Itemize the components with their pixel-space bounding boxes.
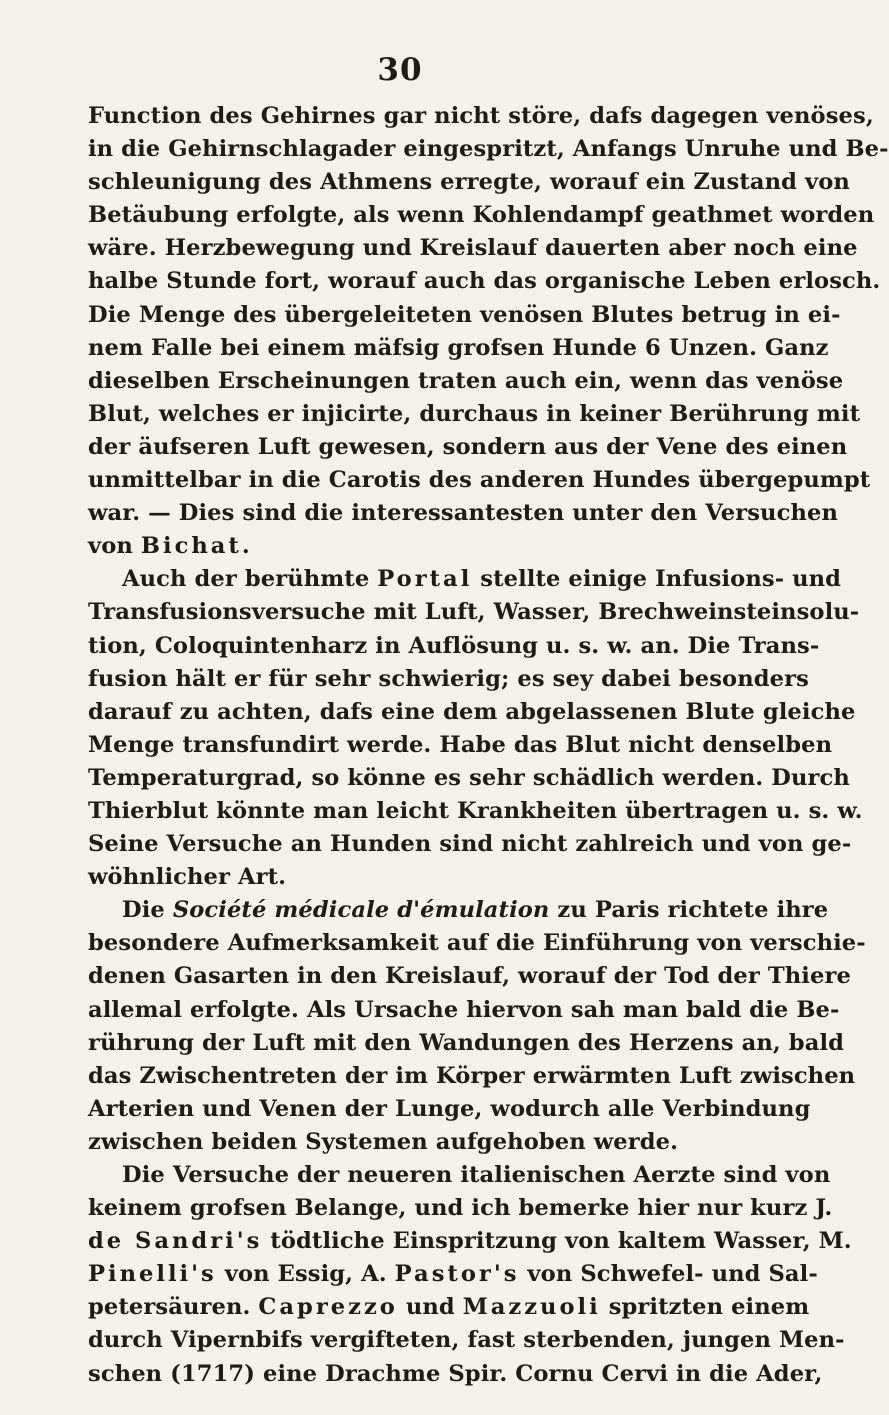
text-line: unmittelbar in die Carotis des anderen Hundes übergepumpt — [88, 467, 871, 494]
text-line: Seine Versuche an Hunden sind nicht zahlreich und von ge- — [88, 831, 852, 858]
person-name: Caprezzo — [258, 1294, 398, 1321]
text-line: von Bichat. — [88, 533, 250, 560]
text-line: nem Falle bei einem mäfsig grofsen Hunde 6 Unzen. Ganz — [88, 334, 829, 361]
text-line: Thierblut könnte man leicht Krankheiten übertragen u. s. w. — [88, 797, 863, 824]
text-line: Die Société médicale d'émulation zu Paris richtete ihre — [122, 897, 829, 924]
text-line: denen Gasarten in den Kreislauf, worauf der Tod der Thiere — [88, 963, 851, 990]
text-line: Function des Gehirnes gar nicht störe, dafs dagegen venöses, — [88, 103, 874, 129]
text-line: petersäuren. Caprezzo und Mazzuoli spritzten einem — [88, 1294, 810, 1321]
text-line: schen (1717) eine Drachme Spir. Cornu Cervi in die Ader, — [88, 1360, 823, 1387]
person-name: Pastor's — [394, 1261, 520, 1288]
person-name: Bichat — [140, 533, 242, 560]
text-line: Blut, welches er injicirte, durchaus in keiner Berührung mit — [88, 400, 861, 427]
society-name: Société médicale d'émulation — [172, 897, 550, 924]
text-line: halbe Stunde fort, worauf auch das organische Leben erlosch. — [88, 268, 881, 295]
text-line: fusion hält er für sehr schwierig; es sey dabei besonders — [88, 665, 809, 692]
text-line: der äufseren Luft gewesen, sondern aus der Vene des einen — [88, 433, 848, 460]
text-line: wöhnlicher Art. — [88, 864, 287, 891]
text-line: Betäubung erfolgte, als wenn Kohlendampf geathmet worden — [88, 202, 875, 229]
body-text — [88, 100, 889, 1391]
text-line: keinem grofsen Belange, und ich bemerke hier nur kurz J. — [88, 1195, 833, 1222]
person-name: Mazzuoli — [462, 1294, 601, 1321]
text-line: dieselben Erscheinungen traten auch ein, wenn das venöse — [88, 367, 844, 394]
text-line: das Zwischentreten der im Körper erwärmten Luft zwischen — [88, 1062, 856, 1089]
person-name: de Sandri's — [88, 1228, 263, 1255]
text-line: Arterien und Venen der Lunge, wodurch alle Verbindung — [88, 1095, 811, 1122]
page-number: 30 — [377, 52, 423, 88]
person-name: Pinelli's — [88, 1261, 217, 1288]
text-line: durch Vipernbifs vergifteten, fast sterbenden, jungen Men- — [88, 1327, 845, 1354]
text-line: war. — Dies sind die interessantesten unter den Versuchen — [88, 500, 838, 527]
text-line: wäre. Herzbewegung und Kreislauf dauerten aber noch eine — [88, 235, 858, 262]
text-line: de Sandri's tödtliche Einspritzung von kaltem Wasser, M. — [88, 1228, 852, 1255]
text-line: tion, Coloquintenharz in Auflösung u. s. w. an. Die Trans- — [88, 632, 820, 659]
text-line: Die Menge des übergeleiteten venösen Blutes betrug in ei- — [88, 301, 841, 328]
text-line: zwischen beiden Systemen aufgehoben werde. — [88, 1128, 679, 1155]
text-line: Transfusionsversuche mit Luft, Wasser, Brechweinsteinsolu- — [88, 599, 860, 626]
text-line: Die Versuche der neueren italienischen Aerzte sind von — [122, 1162, 831, 1188]
text-line: Menge transfundirt werde. Habe das Blut nicht denselben — [88, 731, 833, 758]
text-line: darauf zu achten, dafs eine dem abgelassenen Blute gleiche — [88, 698, 856, 725]
text-line: allemal erfolgte. Als Ursache hiervon sah man bald die Be- — [88, 996, 840, 1023]
text-line: besondere Aufmerksamkeit auf die Einführung von verschie- — [88, 930, 866, 957]
text-line: schleunigung des Athmens erregte, worauf ein Zustand von — [88, 169, 850, 196]
text-line: in die Gehirnschlagader eingespritzt, Anfangs Unruhe und Be- — [88, 136, 889, 163]
text-line: Pinelli's von Essig, A. Pastor's von Schwefel- und Sal- — [88, 1261, 818, 1288]
text-line: Temperaturgrad, so könne es sehr schädlich werden. Durch — [88, 764, 850, 791]
text-line: rührung der Luft mit den Wandungen des Herzens an, bald — [88, 1029, 845, 1056]
text-line: Auch der berühmte Portal stellte einige Infusions- und — [122, 566, 842, 593]
person-name: Portal — [377, 566, 473, 593]
